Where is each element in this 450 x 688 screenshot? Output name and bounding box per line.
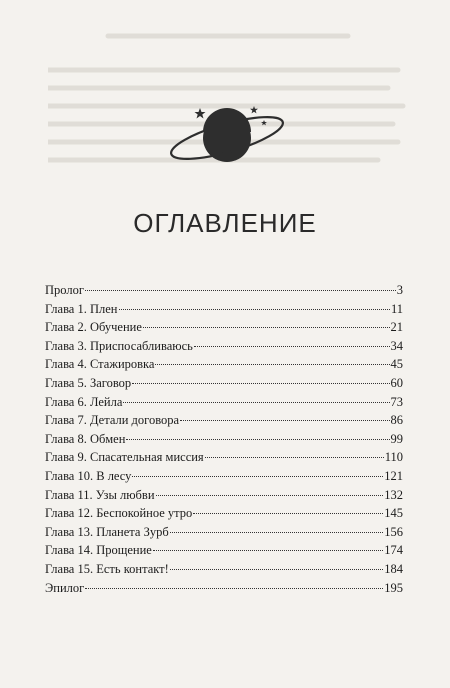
toc-entry-page-number: 3 <box>396 283 403 297</box>
toc-entry[interactable] <box>45 448 403 467</box>
toc-entry-title: Глава 6. Лейла <box>45 394 123 409</box>
toc-entry[interactable] <box>45 467 403 486</box>
dot-leader <box>119 309 390 310</box>
toc-entry[interactable] <box>45 541 403 560</box>
toc-entry[interactable] <box>45 486 403 505</box>
toc-entry-page-number: 174 <box>384 543 403 558</box>
toc-entry-page-number: 184 <box>384 561 403 576</box>
toc-entry-title: Глава 12. Беспокойное утро <box>45 506 193 521</box>
toc-entry-title: Глава 3. Приспосабливаюсь <box>45 338 193 353</box>
toc-entry[interactable] <box>45 504 403 523</box>
planet-ornament-icon <box>162 96 292 176</box>
toc-entry-title: Глава 2. Обучение <box>45 320 142 335</box>
toc-entry-page-number: 110 <box>384 450 403 465</box>
toc-entry[interactable] <box>45 523 403 542</box>
dot-leader <box>123 402 389 403</box>
toc-entry[interactable] <box>45 318 403 337</box>
toc-entry-page-number: 45 <box>390 357 403 372</box>
toc-entry-title: Глава 15. Есть контакт! <box>45 561 169 576</box>
dot-leader <box>170 569 383 570</box>
toc-entry-title: Глава 5. Заговор <box>45 375 132 390</box>
toc-entry[interactable] <box>45 337 403 356</box>
toc-entry[interactable] <box>45 374 403 393</box>
toc-entry-page-number: 34 <box>390 338 403 353</box>
toc-entry-title: Глава 7. Детали договора <box>45 413 180 428</box>
toc-entry-page-number: 73 <box>390 394 403 409</box>
toc-entry[interactable] <box>45 411 403 430</box>
toc-entry[interactable] <box>45 300 403 319</box>
toc-entry-page-number: 86 <box>390 413 403 428</box>
toc-entry-page-number: 121 <box>384 468 403 483</box>
dot-leader <box>156 495 384 496</box>
toc-entry-title: Эпилог <box>45 580 85 595</box>
toc-entry-page-number: 132 <box>384 487 403 502</box>
toc-entry[interactable] <box>45 579 403 598</box>
toc-entry-title: Глава 14. Прощение <box>45 543 152 558</box>
toc-entry-page-number: 99 <box>390 431 403 446</box>
toc-entry-title: Глава 13. Планета Зурб <box>45 524 169 539</box>
toc-entry-page-number: 145 <box>384 506 403 521</box>
toc-entry[interactable] <box>45 393 403 412</box>
toc-entry-page-number: 60 <box>390 375 403 390</box>
page-title: ОГЛАВЛЕНИЕ <box>133 208 317 238</box>
toc-entry-title: Глава 4. Стажировка <box>45 357 155 372</box>
dot-leader <box>205 457 384 458</box>
dot-leader <box>85 290 396 291</box>
toc-entry[interactable] <box>45 430 403 449</box>
toc-entry-page-number: 11 <box>390 301 403 316</box>
dot-leader <box>153 550 383 551</box>
dot-leader <box>194 346 390 347</box>
dot-leader <box>193 513 383 514</box>
toc-entry-title: Глава 1. Плен <box>45 301 118 316</box>
dot-leader <box>180 420 389 421</box>
table-of-contents <box>45 281 403 597</box>
toc-entry-page-number: 156 <box>384 524 403 539</box>
toc-entry[interactable] <box>45 281 403 300</box>
toc-entry-title: Глава 8. Обмен <box>45 431 126 446</box>
dot-leader <box>126 439 389 440</box>
toc-entry-page-number: 195 <box>384 580 403 595</box>
toc-entry-title: Глава 11. Узы любви <box>45 487 155 502</box>
dot-leader <box>132 383 389 384</box>
toc-entry-title: Пролог <box>45 283 84 297</box>
dot-leader <box>170 532 384 533</box>
toc-entry-page-number: 21 <box>390 320 403 335</box>
toc-entry[interactable] <box>45 355 403 374</box>
toc-entry[interactable] <box>45 560 403 579</box>
dot-leader <box>155 364 389 365</box>
dot-leader <box>143 327 390 328</box>
dot-leader <box>132 476 383 477</box>
dot-leader <box>85 588 383 589</box>
toc-entry-title: Глава 10. В лесу <box>45 468 132 483</box>
toc-entry-title: Глава 9. Спасательная миссия <box>45 450 204 465</box>
